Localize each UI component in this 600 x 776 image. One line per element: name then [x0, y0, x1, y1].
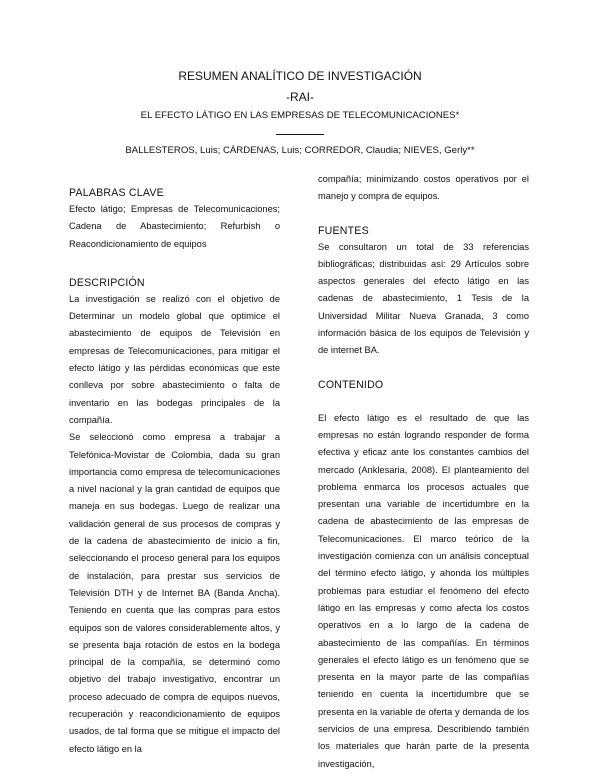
document-title: RESUMEN ANALÍTICO DE INVESTIGACIÓN: [178, 69, 422, 83]
content-text: El efecto látigo es el resultado de que las empresas no están logrando responder de forma efectiva y eficaz ante los constantes cambios del mercado (Anklesaria, 2008). El planteamiento del problema enmarca los procesos actuales que presentan una variable de incertidumbre en la cadena de abastecimiento de las empresas de Telecomunicaciones. El marco teórico de la investigación comienza con un análisis conceptual del término efecto látigo, y ahonda los múltiples problemas para estudiar el fenómeno del efecto látigo en las empresas y como afecta los costos operativos en a lo largo de la cadena de abastecimiento de las compañías. En términos generales el efecto látigo es un fenómeno que se presenta en la mayor parte de las compañías teniendo en cuenta la incertidumbre que se presenta en la variable de oferta y demanda de los servicios de una empresa. Describiendo también los materiales que harán parte de la presenta investigación,: [318, 412, 529, 769]
sources-text: Se consultaron un total de 33 referencias bibliográficas; distribuidas así: 29 Artículos sobre aspectos generales del efecto látigo en las cadenas de abastecimiento, 1 Tesis de la Universidad Militar Nueva Granada, 3 como información básica de los equipos de Televisión y de internet BA.: [318, 241, 529, 356]
document-code: -RAI-: [286, 90, 314, 104]
description-continuation: compañía; minimizando costos operativos por el manejo y compra de equipos.: [318, 174, 529, 202]
keywords-text: Efecto látigo; Empresas de Telecomunicaciones; Cadena de Abastecimiento; Refurbish o Reacondicionamiento de equipos: [69, 204, 280, 249]
description-heading: DESCRIPCIÓN: [69, 276, 145, 289]
description-paragraph-1: La investigación se realizó con el objetivo de Determinar un modelo global que optimice el abastecimiento de equipos de Televisión en empresas de Telecomunicaciones, para mitigar el efecto látigo y las pérdidas económicas que este conlleva por sobre abastecimiento o falta de inventario en las bodegas principales de la compañía.: [69, 293, 280, 425]
document-subtitle: EL EFECTO LÁTIGO EN LAS EMPRESAS DE TELECOMUNICACIONES*: [140, 110, 460, 121]
content-heading: CONTENIDO: [318, 378, 384, 391]
sources-heading: FUENTES: [318, 224, 369, 237]
title-divider: [276, 134, 324, 135]
authors-line: BALLESTEROS, Luis; CÁRDENAS, Luis; CORREDOR, Claudia; NIEVES, Gerly**: [125, 145, 475, 156]
description-paragraph-2: Se seleccionó como empresa a trabajar a Telefónica-Movistar de Colombia, dada su gran importancia como empresa de telecomunicaciones a nivel nacional y la gran cantidad de equipos que maneja en sus bodegas. Luego de realizar una validación general de sus procesos de compras y de la cadena de abastecimiento de inicio a fin, seleccionando el proceso general para los equipos de instalación, para prestar sus servicios de Televisión DTH y de Internet BA (Banda Ancha). Teniendo en cuenta que las compras para estos equipos son de valores considerablemente altos, y se presenta baja rotación de estos en la bodega principal de la compañía, se determinó como objetivo del trabajo investigativo, encontrar un proceso adecuado de compra de equipos nuevos, recuperación y reacondicionamiento de equipos usados, de tal forma que se mitigue el impacto del efecto látigo en la: [69, 432, 280, 754]
keywords-heading: PALABRAS CLAVE: [69, 187, 164, 199]
right-column: [318, 171, 529, 773]
left-column: [69, 185, 280, 758]
